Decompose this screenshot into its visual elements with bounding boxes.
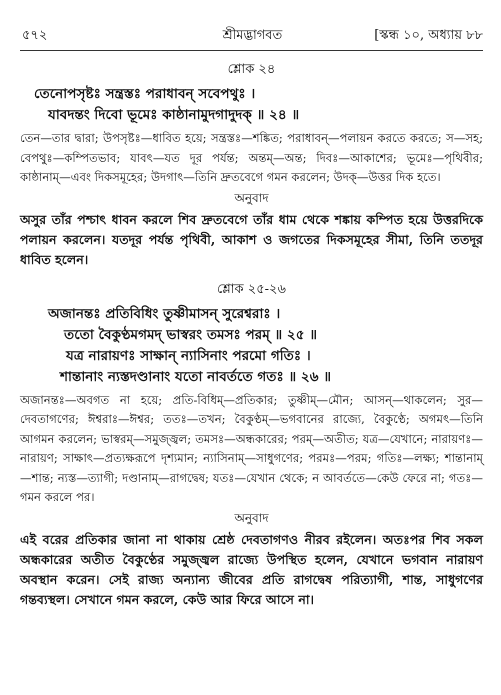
translation: অসুর তাঁর পশ্চাৎ ধাবন করলে শিব দ্রুতবেগে তাঁর ধাম থেকে শঙ্কায় কম্পিত হয়ে উত্তরদিকে পলায়ন করলেন। যতদূর পর্যন্ত পৃথিবী, আকাশ ও জগতের দিকসমূহের সীমা, তিনি ততদূর ধাবিত হলেন।	[20, 211, 483, 267]
verse-line: যাবদন্তং দিবো ভূমেঃ কাষ্ঠানামুদগাদুদক্‌ ॥ ২৪ ॥	[48, 107, 300, 123]
verse-line: তেনোপসৃষ্টঃ সন্ত্রস্তঃ পরাধাবন্‌ সবেপথুঃ ।	[34, 86, 256, 102]
translation-heading: অনুবাদ	[234, 190, 269, 205]
page-content	[20, 58, 483, 610]
header-rule	[20, 50, 483, 51]
page-number: ৫৭২	[22, 28, 48, 43]
verse-line: অজানন্তঃ প্রতিবিধিং তুষ্ণীমাসন্‌ সুরেশ্বরাঃ ।	[48, 305, 281, 322]
verse-line: যত্র নারায়ণঃ সাক্ষান্‌ ন্যাসিনাং পরমো গতিঃ ।	[66, 347, 311, 364]
verse-line: ততো বৈকুণ্ঠমগমদ্‌ ভাস্বরং তমসঃ পরম্‌ ॥ ২৫ ॥	[64, 326, 318, 343]
translation: এই বরের প্রতিকার জানা না থাকায় শ্রেষ্ঠ দেবতাগণও নীরব রইলেন। অতঃপর শিব সকল অন্ধকারের অতীত বৈকুণ্ঠের সমুজ্জ্বল রাজ্যে উপস্থিত হলেন, যেখানে ভগবান নারায়ণ অবস্থান করেন। সেই রাজ্য অন্যান্য জীবের প্রতি রাগদ্বেষ পরিত্যাগী, শান্ত, সাধুগণের গন্তব্যস্থল। সেখানে গমন করলে, কেউ আর ফিরে আসে না।	[20, 531, 483, 607]
translation-heading: অনুবাদ	[234, 510, 269, 525]
book-title: শ্রীমদ্ভাগবত	[222, 28, 283, 43]
section-label: [স্কন্ধ ১০, অধ্যায় ৮৮	[374, 28, 483, 43]
synonyms: তেন—তার দ্বারা; উপসৃষ্টঃ—ধাবিত হয়ে; সন্ত্রস্তঃ—শঙ্কিত; পরাধাবন্‌—পলায়ন করতে করতে; স—সহ; বেপথুঃ—কম্পিতভাব; যাবৎ—যত দূর পর্যন্ত; অন্তম্‌—অন্ত; দিবঃ—আকাশের; ভূমেঃ—পৃথিবীর; কাষ্ঠানাম্‌—এবং দিকসমূহের; উদগাৎ—তিনি দ্রুতবেগে গমন করলেন; উদক্‌—উত্তর দিক হতে।	[20, 131, 483, 184]
synonyms: অজানন্তঃ—অবগত না হয়ে; প্রতি-বিধিম্‌—প্রতিকার; তুষ্ণীম্‌—মৌন; আসন্‌—থাকলেন; সুর—দেবতাগণের; ঈশ্বরাঃ—ঈশ্বর; ততঃ—তখন; বৈকুণ্ঠম্‌—ভগবানের রাজ্যে, বৈকুণ্ঠে; অগমৎ—তিনি আগমন করলেন; ভাস্বরম্‌—সমুজ্জ্বল; তমসঃ—অন্ধকারের; পরম্‌—অতীত; যত্র—যেখানে; নারায়ণঃ—নারায়ণ; সাক্ষাৎ—প্রত্যক্ষরূপে দৃশ্যমান; ন্যাসিনাম্‌—সাধুগণের; পরমঃ—পরম; গতিঃ—লক্ষ্য; শান্তানাম্‌—শান্ত; ন্যস্ত—ত্যাগী; দণ্ডানাম্‌—রাগদ্বেষ; যতঃ—যেখান থেকে; ন আবর্ততে—কেউ ফেরে না; গতঃ—গমন করলে পর।	[20, 392, 483, 504]
verse-line: শান্তানাং ন্যস্তদণ্ডানাং যতো নাবর্ততে গতঃ ॥ ২৬ ॥	[60, 368, 332, 385]
verse-number: শ্লোক ২৫-২৬	[217, 281, 286, 297]
page-header	[22, 26, 483, 46]
verse-number: শ্লোক ২৪	[227, 62, 276, 77]
